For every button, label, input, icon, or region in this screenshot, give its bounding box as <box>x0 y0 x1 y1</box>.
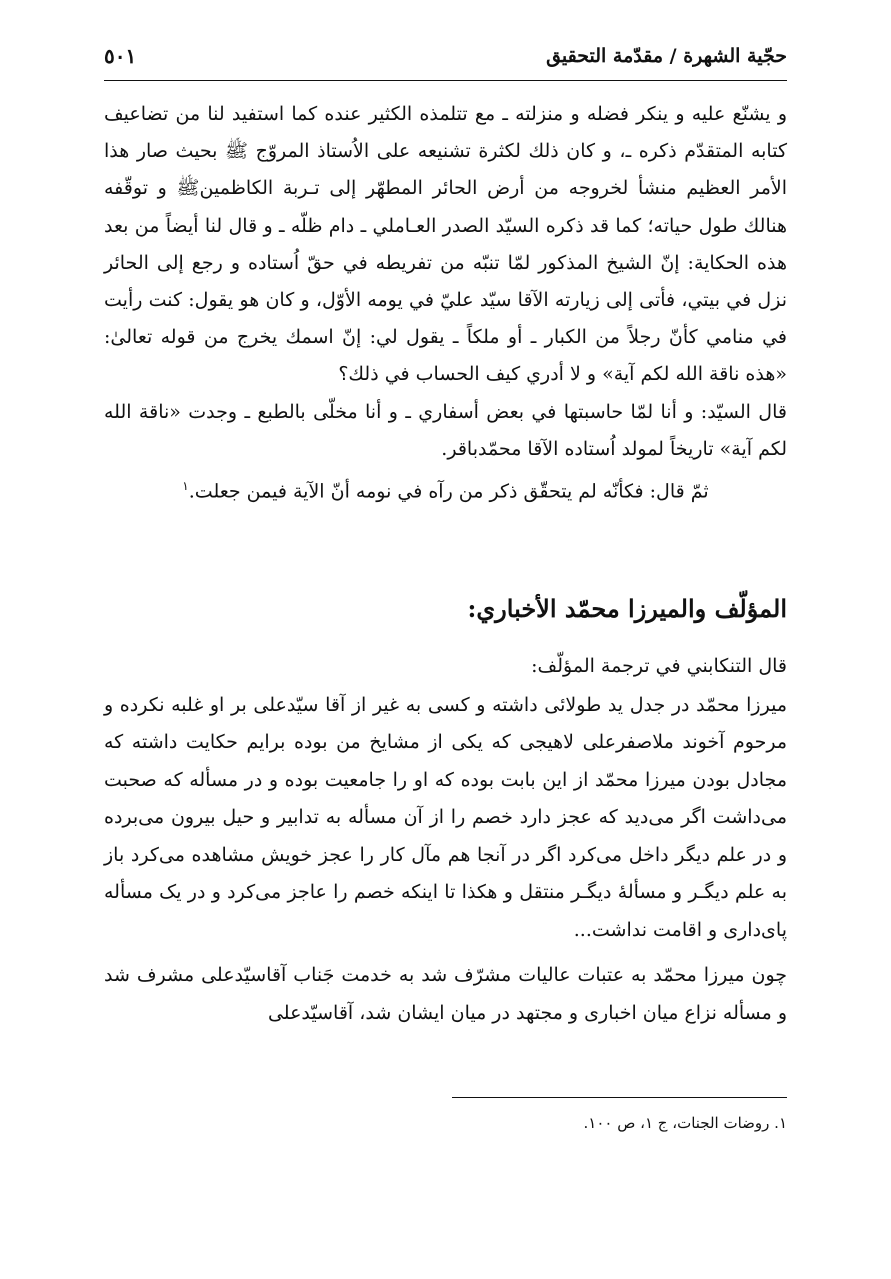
persian-paragraph: چون ميرزا محمّد به عتبات عاليات مشرّف شد به خدمت جَناب آقاسيّدعلى مشرف شد و مسأله نزاع ميان اخبارى و مجتهد در ميان ايشان شد، آقاسيّدعلى <box>104 964 787 1024</box>
paragraph: و يشنّع عليه و ينكر فضله و منزلته ـ مع تتلمذه الكثير عنده كما استفيد لنا من تضاعيف كتابه المتقدّم ذكره ـ، و كان ذلك لكثرة تشنيعه على الاُستاذ المروّج ﷺ بحيث صار هذا الأمر العظيم منشأ لخروجه من أرض الحائر المطهّر إلى تـربة الكاظمينﷺ و توقّفه هنالك طول حياته؛ كما قد ذكره السيّد الصدر العـاملي ـ دام ظلّه ـ و قال لنا أيضاً من بعد هذه الحكاية: إنّ الشيخ المذكور لمّا تنبّه من تفريطه في حقّ اُستاده و رجع إلى الحائر نزل في بيتي، فأتى إلى زيارته الآقا سيّد عليّ في يومه الأوّل، و كان هو يقول: كنت رأيت في منامي كأنّ رجلاً من الكبار ـ أو ملكاً ـ يقول لي: إنّ اسمك يخرج من قوله تعالىٰ: «هذه ناقة الله لكم آية» و لا أدري كيف الحساب في ذلك؟ <box>104 103 787 386</box>
paragraph-closing <box>104 468 787 511</box>
quotation-intro: قال التنكابني في ترجمة المؤلّف: <box>531 655 787 677</box>
footnote-marker: ١ <box>182 479 189 494</box>
page-number: ٥٠١ <box>104 44 137 68</box>
persian-quotation <box>104 648 787 1032</box>
paragraph-closing-text: ثمّ قال: فكأنّه لم يتحقّق ذكر من رآه في نومه أنّ الآية فيمن جعلت. <box>188 480 709 503</box>
section-heading: المؤلّف والميرزا محمّد الأخباري: <box>467 594 787 623</box>
persian-paragraph: ميرزا محمّد در جدل يد طولائى داشته و كسى به غير از آقا سيّدعلى بر او غلبه نكرده و مرحوم آخوند ملاصفرعلى لاهيجى كه يكى از مشايخ من بوده برايم حكايت داشته كه مجادل بودن ميرزا محمّد از اين بابت بوده كه او را جامعيت بوده و در مسأله كه صحبت مى‌داشت اگر مى‌ديد كه عجز دارد خصم را از آن مسأله به تدابير و حيل بيرون مى‌برده و در علم ديگر داخل مى‌كرد اگر در آنجا هم مآل كار را عجز خويش مشاهده مى‌كرد باز به علم ديگـر و مسألهٔ ديگـر منتقل و هكذا تا اينكه خصم را عاجز مى‌كرد و در يک مسأله پاى‌دارى و اقامت نداشت... <box>104 693 787 941</box>
paragraph: قال السيّد: و أنا لمّا حاسبتها في بعض أسفاري ـ و أنا مخلّى بالطبع ـ وجدت «ناقة الله لكم آية» تاريخاً لمولد اُستاده الآقا محمّدباقر. <box>104 400 787 460</box>
footnote-divider <box>452 1097 787 1098</box>
footnote: ١. روضات الجنات، ج ١، ص ١٠٠. <box>583 1114 787 1132</box>
main-text <box>104 96 787 511</box>
running-title: حجّية الشهرة / مقدّمة التحقيق <box>546 45 787 67</box>
page-header <box>104 36 787 81</box>
